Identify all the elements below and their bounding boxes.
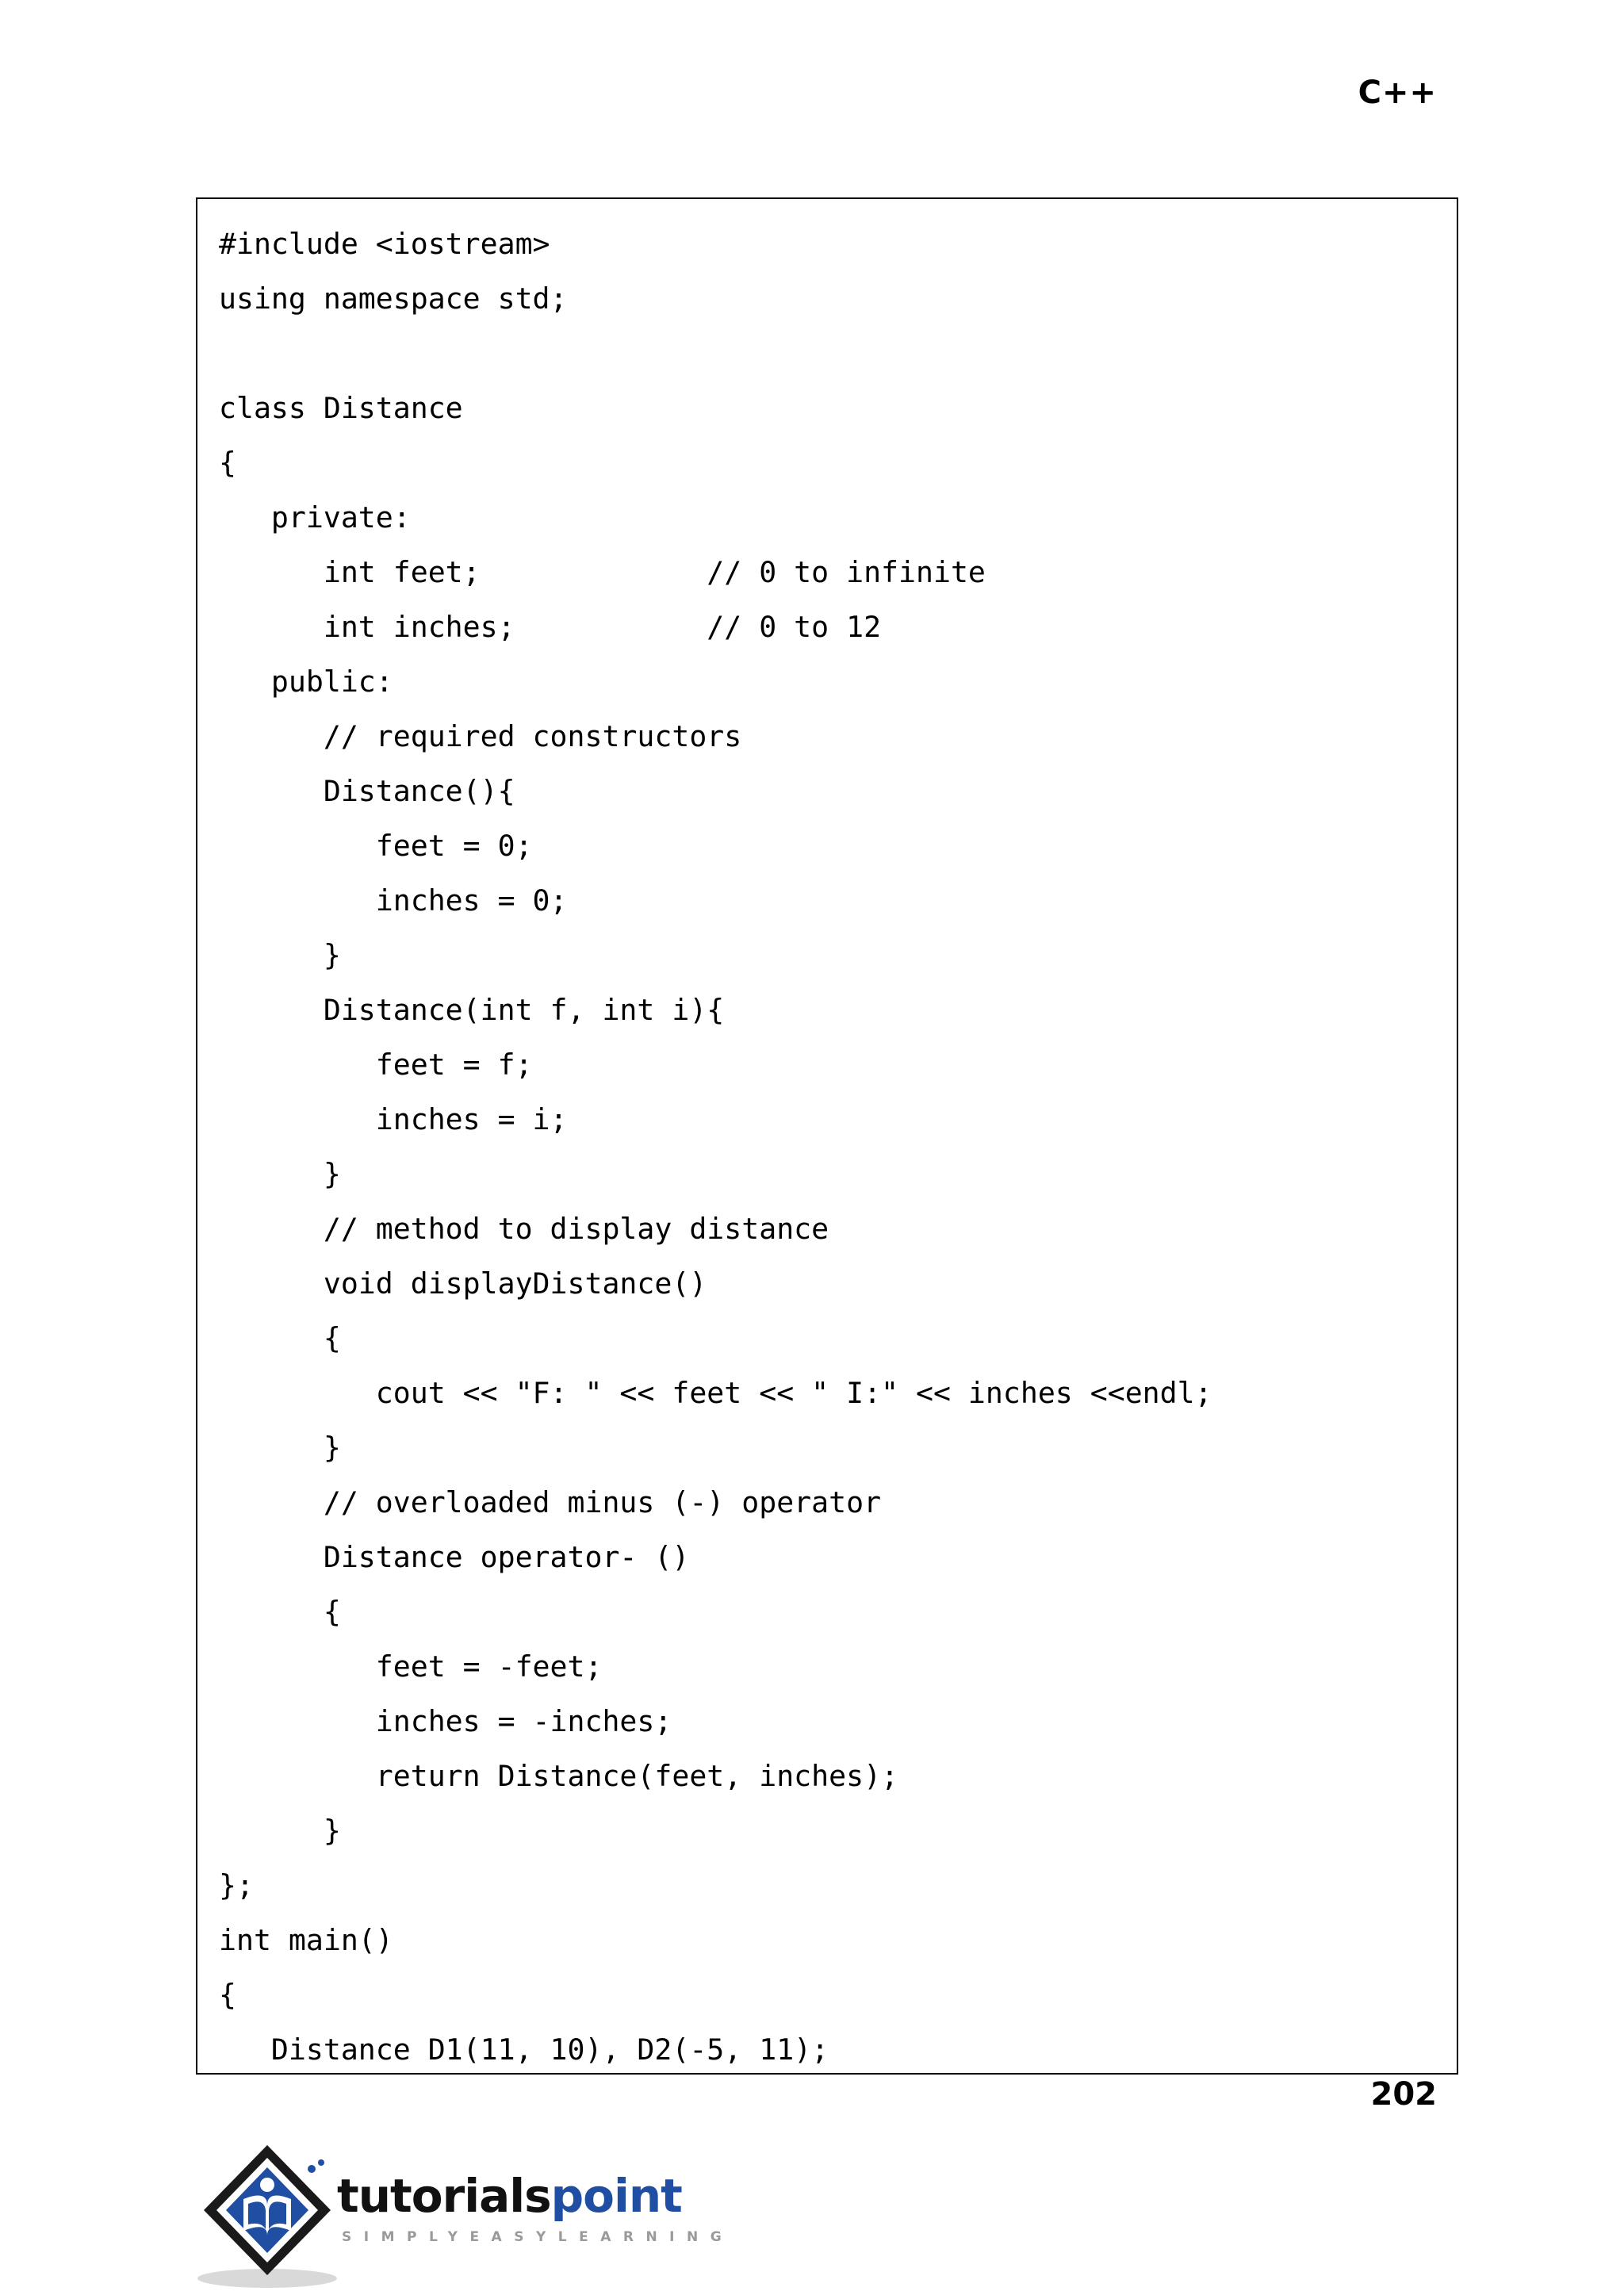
code-line: Distance D1(11, 10), D2(-5, 11); bbox=[219, 2033, 829, 2067]
logo-word-point: point bbox=[550, 2169, 682, 2223]
code-line: } bbox=[219, 938, 341, 972]
code-line: #include <iostream> bbox=[219, 227, 550, 261]
code-lines bbox=[219, 216, 1212, 2077]
code-line: feet = 0; bbox=[219, 829, 533, 863]
code-line: Distance operator- () bbox=[219, 1540, 690, 1574]
code-line: Distance(){ bbox=[219, 774, 515, 808]
code-line: using namespace std; bbox=[219, 282, 568, 316]
code-line: } bbox=[219, 1157, 341, 1191]
code-line: }; bbox=[219, 1868, 254, 1902]
code-line bbox=[219, 326, 1212, 381]
code-line: { bbox=[219, 1595, 341, 1629]
code-line: private: bbox=[219, 500, 411, 534]
logo-emblem-icon bbox=[194, 2137, 353, 2292]
code-line: { bbox=[219, 446, 236, 480]
code-line: inches = 0; bbox=[219, 883, 568, 918]
code-line: int inches; // 0 to 12 bbox=[219, 610, 882, 644]
code-line: int main() bbox=[219, 1923, 393, 1957]
code-line: inches = -inches; bbox=[219, 1704, 672, 1738]
code-line: void displayDistance() bbox=[219, 1266, 707, 1301]
code-line: { bbox=[219, 1978, 236, 2012]
logo-tagline: SIMPLYEASYLEARNING bbox=[342, 2229, 734, 2245]
code-line: { bbox=[219, 1321, 341, 1355]
document-header-title: C++ bbox=[1358, 75, 1437, 111]
code-line: } bbox=[219, 1814, 341, 1848]
code-line: return Distance(feet, inches); bbox=[219, 1759, 899, 1793]
code-line: // required constructors bbox=[219, 719, 742, 753]
code-line: Distance(int f, int i){ bbox=[219, 993, 725, 1027]
logo-word-tutorials: tutorials bbox=[337, 2169, 551, 2223]
code-line: feet = -feet; bbox=[219, 1649, 603, 1684]
page-number: 202 bbox=[1370, 2076, 1437, 2113]
code-line: int feet; // 0 to infinite bbox=[219, 555, 986, 589]
code-line: class Distance bbox=[219, 391, 463, 425]
code-line: // method to display distance bbox=[219, 1212, 829, 1246]
code-line: cout << "F: " << feet << " I:" << inches <<endl; bbox=[219, 1376, 1212, 1410]
tutorialspoint-logo bbox=[194, 2137, 734, 2292]
code-line: feet = f; bbox=[219, 1048, 533, 1082]
code-block bbox=[196, 197, 1458, 2075]
code-line: // overloaded minus (-) operator bbox=[219, 1485, 882, 1519]
code-line: inches = i; bbox=[219, 1102, 568, 1136]
code-line: } bbox=[219, 1431, 341, 1465]
logo-wordmark bbox=[337, 2169, 682, 2223]
code-line: public: bbox=[219, 665, 393, 699]
